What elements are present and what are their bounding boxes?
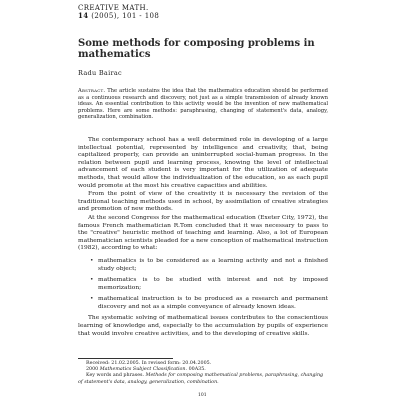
footnote-msc-label: Mathematics Subject Classification. [99,367,188,373]
bullet-symbol: • [90,296,94,303]
abstract-text: The article sustains the idea that the mathematics education should be performed as a continuous research and discovery, not just as a simple transmission of already known ideas. An essential contribution to this activity would be the invention of new mathematical problems. Here are some methods: paraphrasing, changing of statement's data, analogy, generalization, combination. [78,88,328,121]
bullet-text: mathematical instruction is to be produced as a research and permanent discovery and not as a simple conveyance of already known ideas. [98,296,328,310]
paragraph-4: The systematic solving of mathematical issues contributes to the conscientious learning of knowledge and, especially to the accumulation by pupils of experience that would involve creative activities, and to the developing of creative skills. [78,315,328,337]
abstract-label: Abstract. [78,88,106,94]
journal-name: CREATIVE MATH. [78,4,149,12]
bullet-symbol: • [90,257,94,264]
bullet-symbol: • [90,277,94,284]
footnote-keywords-value: Methods for composing mathematical problems, paraphrasing, changing of statement's data, analogy, generalization, combination. [78,373,324,385]
paragraph-2: From the point of view of the creativity it is necessary the revision of the traditional teaching methods used in school, by assimilation of creative strategies and promotion of new methods. [78,191,328,213]
paper-author: Radu Bairac [78,69,122,77]
paper-title: Some methods for composing problems in mathematics [78,38,315,60]
footnote-rule [78,358,173,359]
bullet-text: mathematics is to be studied with interest and not by imposed memorization; [98,277,328,291]
bullet-item [90,277,328,292]
journal-header [78,4,159,20]
paragraph-3: At the second Congress for the mathematical education (Exeter City, 1972), the famous French mathematician R.Tom concluded that it was necessary to pass to the "creative" heuristic method of teaching and learning. Also, a lot of European mathematician scientists pleaded for a new conception of mathematical instruction (1982), according to what: [78,214,328,252]
abstract [78,88,328,121]
footnote-keywords [78,373,328,385]
footnote-msc-prefix: 2000 [86,367,100,373]
bullet-item [90,258,328,273]
footnote [78,361,328,386]
journal-volume-line [78,12,159,20]
footnote-keywords-label: Key words and phrases. [86,373,145,379]
bullet-item [90,296,328,311]
body-text [78,137,328,339]
paragraph-1: The contemporary school has a well determined role in developing of a large intellectual potential, represented by intelligence and creativity, that, being capitalized properly, can provide an uninterrupted social-human progress. In the relation between pupil and learning process, knowing the level of intellectual advancement of each student is very important for the utilization of adequate methods, that would allow the individualization of the education, so as each pupil would promote at the most his creative capacities and abilities. [78,137,328,189]
footnote-received: Received: 21.02.2005. In revised form: 20.04.2005. [86,361,212,366]
bullet-text: mathematics is to be considered as a learning activity and not a finished study object; [98,257,328,272]
footnote-msc-value: 00A35. [187,367,206,373]
journal-volume: 14 [78,11,89,20]
bullet-list [78,258,328,312]
page-number: 101 [198,393,207,398]
journal-year-pages: (2005), 101 - 108 [91,12,160,20]
